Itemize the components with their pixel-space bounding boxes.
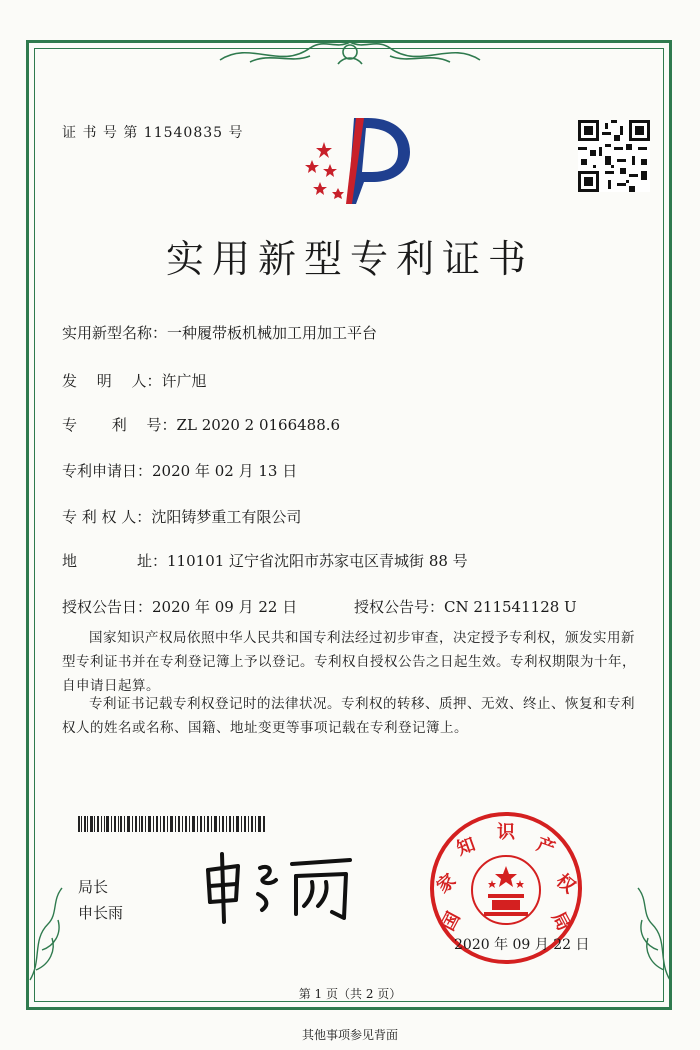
certificate-title: 实用新型专利证书 [165,237,534,281]
field-label: 地 址： [62,552,168,570]
signatory-name: 申长雨 [78,904,124,922]
svg-text:知: 知 [454,833,479,860]
field-value: CN 211541128 U [444,598,577,616]
field-label: 发 明 人： [62,372,162,390]
corner-ornament-bottom-left [22,880,82,990]
svg-text:权: 权 [551,869,580,898]
top-ornament [210,30,490,74]
handwritten-signature [200,848,360,926]
corner-ornament-bottom-right [618,880,678,990]
field-announcement-date [62,596,297,617]
field-utility-model-name [62,322,377,343]
certificate-number: 证 书 号 第 11540835 号 [62,125,244,141]
svg-text:识: 识 [497,822,515,843]
field-value: 2020 年 02 月 13 日 [152,462,298,480]
page-number: 第 1 页（共 2 页） [298,987,402,1001]
field-value: ZL 2020 2 0166488.6 [176,416,341,434]
field-value: 沈阳铸梦重工有限公司 [151,508,302,526]
grant-statement-paragraph: 国家知识产权局依照中华人民共和国专利法经过初步审查，决定授予专利权，颁发实用新型专利证书并在专利登记簿上予以登记。专利权自授权公告之日起生效。专利权期限为十年，自申请日起算。 [62,630,636,694]
signatory-title: 局长 [78,878,109,896]
field-value: 一种履带板机械加工用加工平台 [167,324,378,342]
field-value: 许广旭 [161,372,207,390]
field-label: 专 利 号： [62,416,177,434]
legal-status-paragraph: 专利证书记载专利权登记时的法律状况。专利权的转移、质押、无效、终止、恢复和专利权人的姓名或名称、国籍、地址变更等事项记载在专利登记簿上。 [62,696,635,736]
svg-text:局: 局 [547,908,575,935]
back-note: 其他事项参见背面 [301,1028,398,1042]
field-address [62,550,468,571]
field-announcement-number [354,596,577,617]
patent-office-emblem-icon [298,112,414,208]
field-label: 授权公告号： [354,598,445,616]
field-inventor [62,370,207,391]
field-patent-number [62,414,340,435]
seal-date: 2020 年 09 月 22 日 [454,937,590,953]
field-patentee [62,506,301,527]
svg-text:产: 产 [533,833,558,860]
field-label: 专 利 权 人： [62,508,152,526]
qr-code [578,120,650,192]
svg-text:国: 国 [437,908,465,935]
field-label: 实用新型名称： [62,324,168,342]
field-value: 2020 年 09 月 22 日 [152,598,298,616]
field-value: 110101 辽宁省沈阳市苏家屯区青城街 88 号 [167,552,468,570]
barcode [78,816,266,832]
field-label: 授权公告日： [62,598,153,616]
field-filing-date [62,460,297,481]
svg-text:家: 家 [432,869,461,898]
field-label: 专利申请日： [62,462,153,480]
